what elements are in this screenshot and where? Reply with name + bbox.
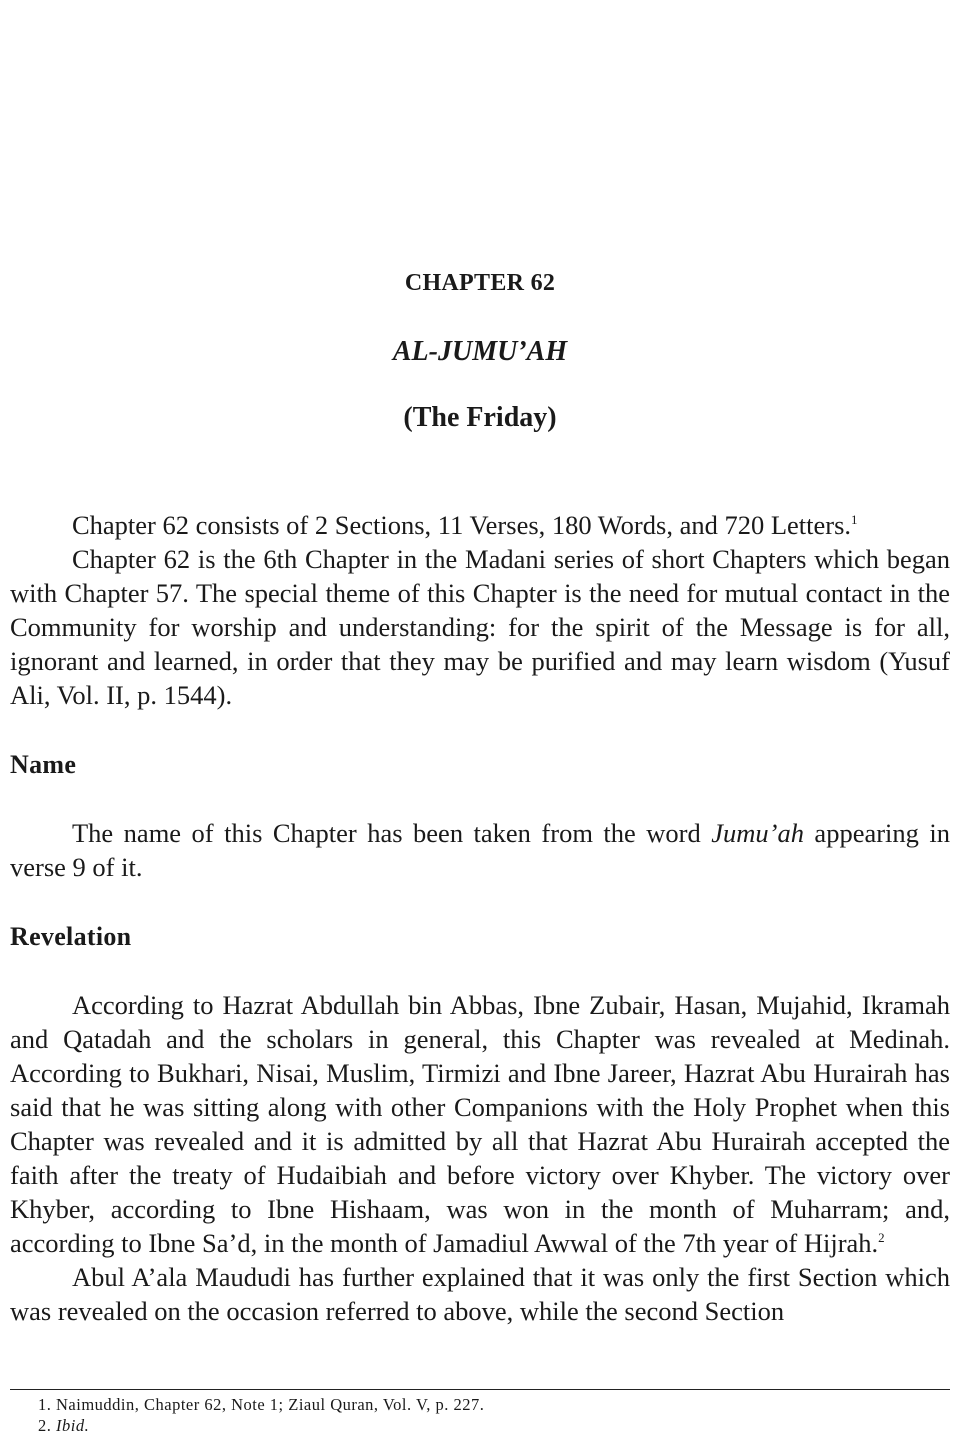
footnote-2-text: Ibid. — [56, 1416, 90, 1435]
name-paragraph-text-after: appearing in verse 9 of it. — [10, 818, 951, 882]
section-heading-name: Name — [10, 750, 77, 779]
chapter-subtitle: (The Friday) — [403, 402, 557, 433]
name-paragraph-italic-word: Jumu’ah — [711, 818, 804, 848]
footnote-1-text: Naimuddin, Chapter 62, Note 1; Ziaul Quran, Vol. V, p. 227. — [56, 1395, 485, 1414]
footnote-2-number: 2. — [38, 1416, 52, 1435]
chapter-number: CHAPTER 62 — [404, 270, 556, 296]
revelation-paragraph-1-text: According to Hazrat Abdullah bin Abbas, Ibne Zubair, Hasan, Mujahid, Ikramah and Qatadah and the scholars in general, this Chapter was revealed at Medinah. According to Bukhari, Nisai, Muslim, Tirmizi and Ibne Jareer, Hazrat Abu Hurairah has said that he was sitting along with other Companions with the Holy Prophet when this Chapter was revealed and it is admitted by all that Hazrat Abu Hurairah accepted the faith after the treaty of Hudaibiah and before victory over Khyber. The victory over Khyber, according to Ibne Hishaam, was won in the month of Muharram; and, according to Ibne Sa’d, in the month of Jamadiul Awwal of the 7th year of Hijrah. — [10, 990, 950, 1258]
body-text — [10, 508, 950, 1328]
footnote-1 — [38, 1394, 938, 1415]
revelation-paragraph-2: Abul A’ala Maududi has further explained that it was only the first Section which was revealed on the occasion referred to above, while the second Section — [10, 1262, 950, 1326]
chapter-title: AL-JUMU’AH — [392, 336, 568, 367]
footnote-1-number: 1. — [38, 1395, 52, 1414]
footnote-ref-1: 1 — [851, 512, 858, 528]
footnote-divider — [10, 1389, 950, 1390]
section-heading-revelation: Revelation — [10, 922, 132, 951]
name-paragraph — [10, 816, 950, 884]
intro-paragraph-2: Chapter 62 is the 6th Chapter in the Madani series of short Chapters which began with Chapter 57. The special theme of this Chapter is the need for mutual contact in the Community for worship and understanding: for the spirit of the Message is for all, ignorant and learned, in order that they may be purified and may learn wisdom (Yusuf Ali, Vol. II, p. 1544). — [10, 544, 950, 710]
name-paragraph-text-before: The name of this Chapter has been taken from the word — [72, 818, 712, 848]
intro-paragraph-1-text: Chapter 62 consists of 2 Sections, 11 Verses, 180 Words, and 720 Letters. — [72, 510, 852, 540]
intro-paragraph-1 — [10, 508, 950, 542]
footnote-2 — [38, 1415, 938, 1436]
revelation-paragraph-1 — [10, 988, 950, 1260]
footnote-ref-2: 2 — [878, 1230, 885, 1246]
